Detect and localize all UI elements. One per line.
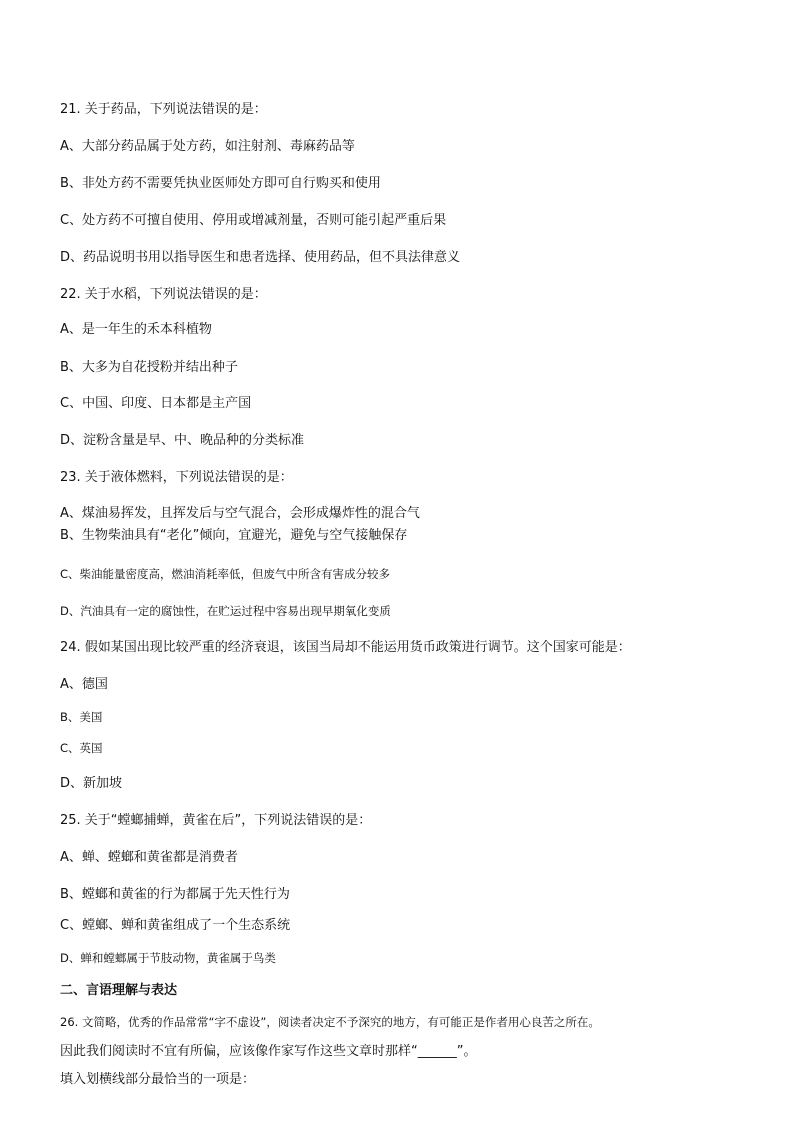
question-22-option-d: D、淀粉含量是早、中、晚品种的分类标准 (60, 433, 305, 448)
question-23-option-b: B、生物柴油具有“老化”倾向，宜避光，避免与空气接触保存 (60, 528, 408, 543)
question-23-option-d: D、汽油具有一定的腐蚀性，在贮运过程中容易出现早期氧化变质 (60, 604, 391, 618)
question-24-option-b: B、美国 (60, 710, 103, 724)
question-26-line-1: 26. 文简略，优秀的作品常常“字不虚设”，阅读者决定不予深究的地方，有可能正是作者用心良苦之所在。 (60, 1015, 600, 1029)
question-21-option-d: D、药品说明书用以指导医生和患者选择、使用药品，但不具法律意义 (60, 250, 461, 265)
question-24-option-d: D、新加坡 (60, 776, 123, 791)
question-22-option-a: A、是一年生的禾本科植物 (60, 322, 212, 337)
question-25-option-c: C、螳螂、蝉和黄雀组成了一个生态系统 (60, 918, 291, 933)
question-22-stem: 22. 关于水稻，下列说法错误的是： (60, 287, 267, 302)
question-22-option-b: B、大多为自花授粉并结出种子 (60, 360, 238, 375)
question-24-option-c: C、英国 (60, 741, 103, 755)
question-25-option-b: B、螳螂和黄雀的行为都属于先天性行为 (60, 887, 290, 902)
question-25-option-d: D、蝉和螳螂属于节肢动物，黄雀属于鸟类 (60, 951, 276, 965)
question-26-line-3: 填入划横线部分最恰当的一项是： (60, 1072, 256, 1087)
question-23-stem: 23. 关于液体燃料，下列说法错误的是： (60, 470, 293, 485)
question-23-option-a: A、煤油易挥发，且挥发后与空气混合，会形成爆炸性的混合气 (60, 506, 420, 521)
question-21-option-c: C、处方药不可擅自使用、停用或增减剂量，否则可能引起严重后果 (60, 213, 447, 228)
section-heading: 二、言语理解与表达 (60, 983, 178, 998)
question-21-option-b: B、非处方药不需要凭执业医师处方即可自行购买和使用 (60, 176, 381, 191)
question-23-option-c: C、柴油能量密度高，燃油消耗率低，但废气中所含有害成分较多 (60, 567, 391, 581)
question-26-line-2: 因此我们阅读时不宜有所偏，应该像作家写作这些文章时那样“______”。 (60, 1044, 477, 1059)
question-22-option-c: C、中国、印度、日本都是主产国 (60, 396, 252, 411)
question-25-stem: 25. 关于“螳螂捕蝉，黄雀在后”，下列说法错误的是： (60, 813, 372, 828)
question-24-stem: 24. 假如某国出现比较严重的经济衰退，该国当局却不能运用货币政策进行调节。这个国家可能是： (60, 640, 631, 655)
question-21-option-a: A、大部分药品属于处方药，如注射剂、毒麻药品等 (60, 139, 355, 154)
question-25-option-a: A、蝉、螳螂和黄雀都是消费者 (60, 850, 238, 865)
question-24-option-a: A、德国 (60, 677, 108, 692)
question-21-stem: 21. 关于药品，下列说法错误的是： (60, 102, 267, 117)
